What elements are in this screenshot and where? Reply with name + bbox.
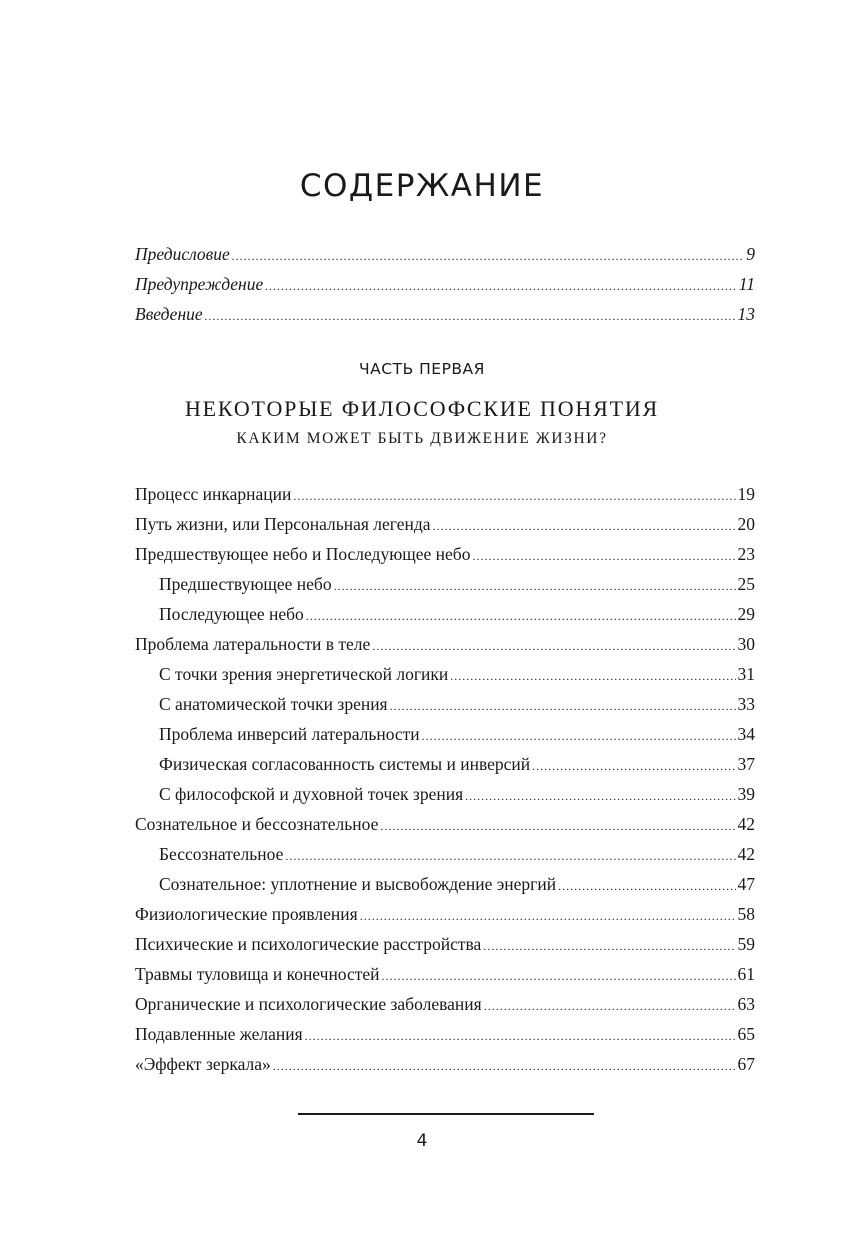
page-number: 4 xyxy=(416,1131,428,1151)
dot-leader xyxy=(433,509,736,541)
dot-leader xyxy=(273,1049,736,1081)
dot-leader xyxy=(390,689,736,721)
toc-entry-page: 29 xyxy=(737,604,755,624)
chapter-toc xyxy=(135,479,755,1079)
toc-entry-label: С анатомической точки зрения xyxy=(159,694,388,714)
dot-leader xyxy=(265,269,737,301)
toc-subentry[interactable] xyxy=(135,719,755,749)
toc-entry-label: Предшествующее небо и Последующее небо xyxy=(135,544,471,564)
footer-divider xyxy=(298,1113,594,1115)
toc-subentry[interactable] xyxy=(135,869,755,899)
toc-entry-page: 13 xyxy=(737,304,755,324)
part-subtitle: КАКИМ МОЖЕТ БЫТЬ ДВИЖЕНИЕ ЖИЗНИ? xyxy=(236,430,608,447)
toc-entry[interactable] xyxy=(135,539,755,569)
toc-entry[interactable] xyxy=(135,929,755,959)
toc-entry-label: Физическая согласованность системы и инверсий xyxy=(159,754,531,774)
toc-entry[interactable] xyxy=(135,509,755,539)
toc-entry-page: 23 xyxy=(737,544,755,564)
toc-entry-page: 59 xyxy=(737,934,755,954)
dot-leader xyxy=(305,1019,736,1051)
toc-subentry[interactable] xyxy=(135,779,755,809)
dot-leader xyxy=(205,299,736,331)
dot-leader xyxy=(334,569,736,601)
toc-entry[interactable] xyxy=(135,1049,755,1079)
dot-leader xyxy=(380,809,735,841)
toc-entry-label: Путь жизни, или Персональная легенда xyxy=(135,514,431,534)
dot-leader xyxy=(293,479,735,511)
toc-entry-page: 58 xyxy=(737,904,755,924)
dot-leader xyxy=(372,629,735,661)
dot-leader xyxy=(465,779,735,811)
toc-entry-label: Сознательное: уплотнение и высвобождение энергий xyxy=(159,874,557,894)
toc-entry-page: 42 xyxy=(737,844,755,864)
toc-entry-page: 20 xyxy=(737,514,755,534)
toc-subentry[interactable] xyxy=(135,599,755,629)
toc-entry-page: 31 xyxy=(737,664,755,684)
toc-entry-label: «Эффект зеркала» xyxy=(135,1054,271,1074)
toc-entry-page: 34 xyxy=(737,724,755,744)
dot-leader xyxy=(532,749,735,781)
toc-entry-page: 39 xyxy=(737,784,755,804)
toc-entry-label: Проблема инверсий латеральности xyxy=(159,724,420,744)
toc-entry-label: С философской и духовной точек зрения xyxy=(159,784,464,804)
part-title: НЕКОТОРЫЕ ФИЛОСОФСКИЕ ПОНЯТИЯ xyxy=(184,396,659,421)
dot-leader xyxy=(483,929,735,961)
toc-entry-label: С точки зрения энергетической логики xyxy=(159,664,449,684)
toc-entry-label: Предшествующее небо xyxy=(159,574,332,594)
toc-entry-page: 65 xyxy=(737,1024,755,1044)
toc-entry-label: Органические и психологические заболевания xyxy=(135,994,482,1014)
toc-entry-label: Последующее небо xyxy=(159,604,304,624)
toc-entry[interactable] xyxy=(135,479,755,509)
toc-entry-page: 19 xyxy=(737,484,755,504)
page-title: СОДЕРЖАНИЕ xyxy=(299,168,545,204)
toc-entry-page: 47 xyxy=(737,874,755,894)
toc-entry-page: 63 xyxy=(737,994,755,1014)
toc-entry-label: Психические и психологические расстройства xyxy=(135,934,482,954)
dot-leader xyxy=(382,959,736,991)
toc-entry-page: 37 xyxy=(737,754,755,774)
toc-entry[interactable] xyxy=(135,959,755,989)
toc-entry-label: Предисловие xyxy=(135,244,230,264)
toc-entry[interactable] xyxy=(135,1019,755,1049)
toc-entry-introduction[interactable] xyxy=(135,299,755,329)
toc-entry-label: Подавленные желания xyxy=(135,1024,303,1044)
toc-entry-label: Предупреждение xyxy=(135,274,264,294)
toc-entry-label: Процесс инкарнации xyxy=(135,484,292,504)
toc-subentry[interactable] xyxy=(135,569,755,599)
toc-entry-label: Травмы туловища и конечностей xyxy=(135,964,380,984)
toc-subentry[interactable] xyxy=(135,749,755,779)
toc-entry-page: 61 xyxy=(737,964,755,984)
toc-entry-page: 30 xyxy=(737,634,755,654)
toc-entry-label: Сознательное и бессознательное xyxy=(135,814,379,834)
dot-leader xyxy=(484,989,736,1021)
dot-leader xyxy=(472,539,735,571)
toc-entry[interactable] xyxy=(135,899,755,929)
toc-entry-label: Проблема латеральности в теле xyxy=(135,634,371,654)
toc-entry-page: 25 xyxy=(737,574,755,594)
toc-subentry[interactable] xyxy=(135,659,755,689)
toc-entry-warning[interactable] xyxy=(135,269,755,299)
toc-subentry[interactable] xyxy=(135,839,755,869)
dot-leader xyxy=(450,659,735,691)
toc-entry[interactable] xyxy=(135,629,755,659)
toc-entry-preface[interactable] xyxy=(135,239,755,269)
toc-entry-page: 42 xyxy=(737,814,755,834)
toc-entry-page: 33 xyxy=(737,694,755,714)
dot-leader xyxy=(558,869,735,901)
toc-subentry[interactable] xyxy=(135,689,755,719)
dot-leader xyxy=(232,239,744,271)
toc-entry-page: 11 xyxy=(738,274,755,294)
toc-entry-label: Физиологические проявления xyxy=(135,904,358,924)
dot-leader xyxy=(360,899,736,931)
dot-leader xyxy=(422,719,736,751)
dot-leader xyxy=(285,839,735,871)
toc-entry-label: Бессознательное xyxy=(159,844,284,864)
front-matter-toc xyxy=(135,239,755,329)
toc-entry-label: Введение xyxy=(135,304,203,324)
part-label: ЧАСТЬ ПЕРВАЯ xyxy=(359,360,485,378)
toc-entry-page: 67 xyxy=(737,1054,755,1074)
toc-entry[interactable] xyxy=(135,809,755,839)
dot-leader xyxy=(306,599,736,631)
toc-entry-page: 9 xyxy=(746,244,755,264)
toc-entry[interactable] xyxy=(135,989,755,1019)
